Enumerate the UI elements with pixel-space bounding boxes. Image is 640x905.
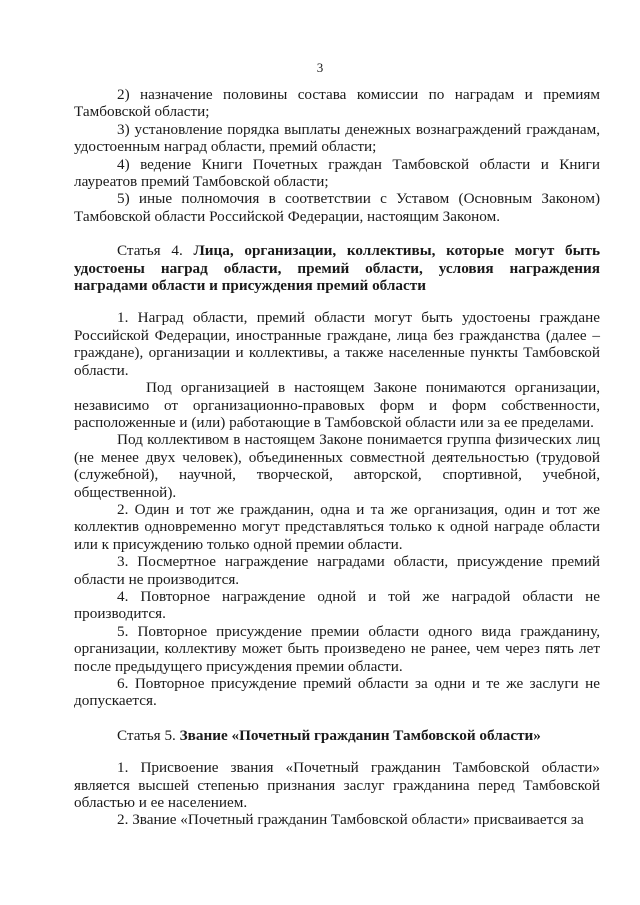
spacer bbox=[74, 294, 600, 309]
article-4-paragraph: Под коллективом в настоящем Законе понимается группа физических лиц (не менее двух человек), объединенных совместной деятельностью (трудовой (служебной), научной, творческой, авторской, спортивной, учебной, общественной). bbox=[74, 431, 600, 501]
article-4-title: Лица, организации, коллективы, которые могут быть удостоены наград области, премий области, условия награждения наградами области и присуждения премий области bbox=[74, 242, 601, 295]
article-4-paragraph: 1. Наград области, премий области могут быть удостоены граждане Российской Федерации, иностранные граждане, лица без гражданства (далее – граждане), организации и коллективы, а также населенные пункты Тамбовской области. bbox=[74, 309, 600, 379]
spacer bbox=[74, 744, 600, 759]
article-4-paragraph: 3. Посмертное награждение наградами области, присуждение премий области не производится. bbox=[74, 553, 600, 588]
article-4-paragraph: 4. Повторное награждение одной и той же наградой области не производится. bbox=[74, 587, 600, 623]
article-5-label: Статья 5. bbox=[117, 726, 176, 744]
article-5-paragraph: 1. Присвоение звания «Почетный гражданин Тамбовской области» является высшей степенью признания заслуг гражданина перед Тамбовской областью и ее населением. bbox=[74, 759, 600, 812]
article-4-paragraph: 5. Повторное присуждение премии области одного вида гражданину, организации, коллективу может быть произведено не ранее, чем через пять лет после предыдущего присуждения премии области. bbox=[74, 622, 600, 675]
article-4-paragraph: Под организацией в настоящем Законе понимаются организации, независимо от организационно-правовых форм и форм собственности, расположенные и (или) работающие в Тамбовской области или за ее пределами. bbox=[74, 379, 600, 431]
article-4-paragraph: 2. Один и тот же гражданин, одна и та же организация, один и тот же коллектив одновременно могут представляться только к одной награде области или к присуждению только одной премии области. bbox=[74, 500, 600, 553]
list-item: 4) ведение Книги Почетных граждан Тамбовской области и Книги лауреатов премий Тамбовской области; bbox=[74, 155, 600, 191]
document-body bbox=[74, 86, 600, 829]
list-item: 3) установление порядка выплаты денежных вознаграждений гражданам, удостоенным наград области, премий области; bbox=[74, 120, 600, 156]
article-4-paragraph: 6. Повторное присуждение премий области за одни и те же заслуги не допускается. bbox=[74, 675, 600, 710]
article-4-heading bbox=[74, 242, 600, 294]
article-4-label: Статья 4. bbox=[117, 242, 183, 260]
spacer bbox=[74, 225, 600, 242]
article-5-title: Звание «Почетный гражданин Тамбовской области» bbox=[179, 726, 541, 744]
list-item: 2) назначение половины состава комиссии по наградам и премиям Тамбовской области; bbox=[74, 86, 600, 121]
article-5-paragraph: 2. Звание «Почетный гражданин Тамбовской области» присваивается за bbox=[117, 811, 584, 829]
article-5-heading bbox=[74, 727, 600, 744]
list-item: 5) иные полномочия в соответствии с Уставом (Основным Законом) Тамбовской области Российской Федерации, настоящим Законом. bbox=[74, 190, 600, 225]
spacer bbox=[74, 710, 600, 727]
page-number: 3 bbox=[316, 60, 324, 75]
